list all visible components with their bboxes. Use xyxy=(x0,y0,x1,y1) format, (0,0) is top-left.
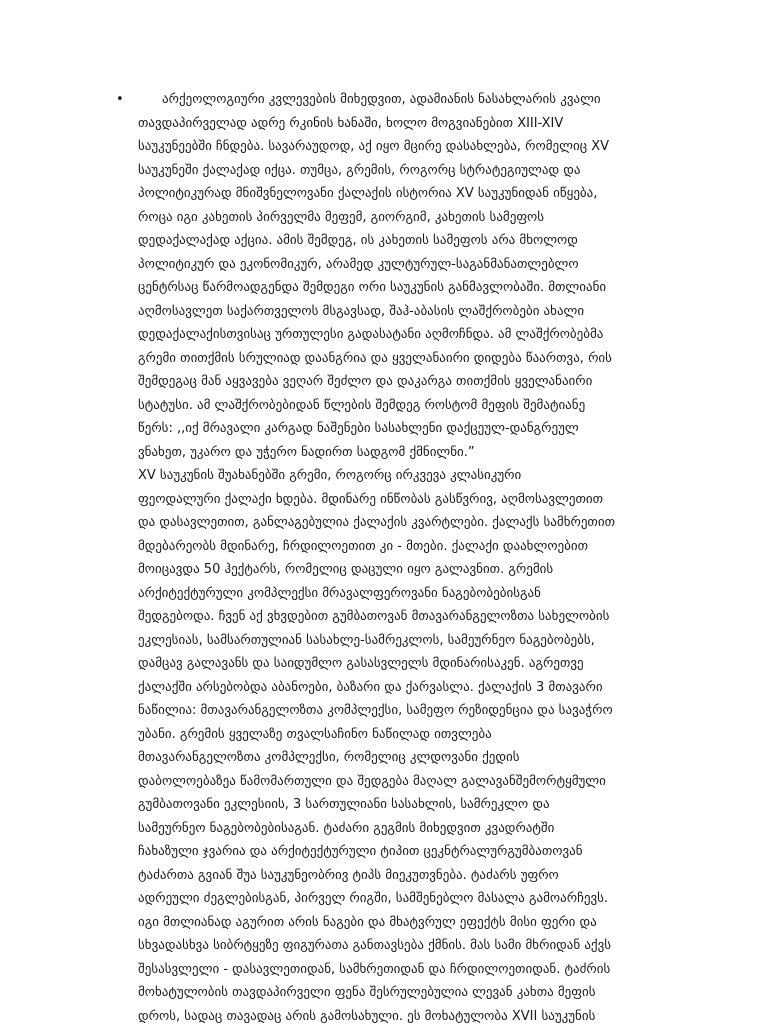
text-line: ჩახაზული ჯვარია და არქიტექტურული ტიპით ცეკნტრალურგუმბათოვან xyxy=(138,844,583,859)
text-line: როცა იგი კახეთის პირველმა მეფემ, გიორგიმ, კახეთის სამეფოს xyxy=(138,209,545,225)
text-line: სამეურნეო ნაგებობებისაგან. ტაძარი გეგმის მიხედვით კვადრატში xyxy=(138,820,555,836)
text-line: მოხატულობის თავდაპირველი ფენა შესრულებულია ლევან კახთა მეფის xyxy=(138,985,596,1000)
text-line: აღმოსავლეთ საქართველოს მსგავსად, შაჰ-აბასის ლაშქრობები ახალი xyxy=(138,303,585,319)
text-line: საუკუნეებში ჩნდება. სავარაუდოდ, აქ იყო მცირე დასახლება, რომელიც XV xyxy=(138,139,610,154)
text-line: შესასვლელი - დასავლეთიდან, სამხრეთიდან და ჩრდილოეთიდან. ტაძრის xyxy=(138,961,611,977)
text-line: მოიცავდა 50 ჰექტარს, რომელიც დაცული იყო გალავნით. გრემის xyxy=(138,562,554,577)
text-line: ვნახეთ, უკარო და უჭერო ნადირთ სადგომ ქმნილნი.” xyxy=(138,444,475,460)
text-line: გრემი თითქმის სრულიად დაანგრია და ყველანაირი დიდება წაართვა, რის xyxy=(138,350,612,366)
text-line: სტატუსი. ამ ლაშქრობებიდან წლების შემდეგ როსტომ მეფის შემატიანე xyxy=(138,397,586,413)
text-line: ცენტრსაც წარმოადგენდა შემდეგი ორი საუკუნის განმავლობაში. მთლიანი xyxy=(138,280,607,295)
text-line: დედაქალაქად აქცია. ამის შემდეგ, ის კახეთის სამეფოს არა მხოლოდ xyxy=(138,233,578,248)
text-line: დაბოლოებაზეა წამომართული და შედგება მაღალ გალავანშემორტყმული xyxy=(138,773,606,789)
text-line: ქალაქში არსებობდა აბანოები, ბაზარი და ქარვასლა. ქალაქის 3 მთავარი xyxy=(138,679,603,695)
text-line: გუმბათოვანი ეკლესიის, 3 სართულიანი სასახლის, სამრეკლო და xyxy=(138,797,550,812)
text-line: ეკლესიას, სამსართულიან სასახლე-სამრეკლოს, სამეურნეო ნაგებობებს, xyxy=(138,632,595,648)
text-line: ნაწილია: მთავარანგელოზთა კომპლექსი, სამეფო რეზიდენცია და სავაჭრო xyxy=(138,703,613,718)
text-line: სხვადასხვა სიბრტყეზე ფიგურათა განთავსება ქმნის. მას სამი მხრიდან აქვს xyxy=(138,938,612,953)
text-line: წერს: ,,იქ მრავალი კარგად ნაშენები სასახლენი დაქცეულ-დანგრეულ xyxy=(138,421,579,436)
text-line: საუკუნეში ქალაქად იქცა. თუმცა, გრემის, როგორც სტრატეგიულად და xyxy=(138,162,581,178)
text-line: ადრეული ძეგლებისგან, პირველ რიგში, სამშენებლო მასალა გამოარჩევს. xyxy=(138,891,609,906)
text-line: ფეოდალური ქალაქი ხდება. მდინარე ინწობას გასწვრივ, აღმოსავლეთით xyxy=(138,491,604,507)
text-line: არქიტექტურული კომპლექსი მრავალფეროვანი ნაგებობებისგან xyxy=(138,585,541,601)
paragraph-text xyxy=(138,88,668,1024)
text-line: შემდეგაც მან აყვავება ვეღარ შეძლო და დაკარგა თითქმის ყველანაირი xyxy=(138,374,593,389)
text-line: თავდაპირველად ადრე რკინის ხანაში, ხოლო მოგვიანებით XIII-XIV xyxy=(138,115,564,131)
text-line: იგი მთლიანად აგურით არის ნაგები და მხატვრულ ეფექტს მისი ფერი და xyxy=(138,914,597,930)
text-line: და დასავლეთით, განლაგებულია ქალაქის კვარტლები. ქალაქს სამხრეთით xyxy=(138,515,615,530)
list-bullet: • xyxy=(116,92,124,107)
text-line: შედგებოდა. ჩვენ აქ ვხვდებით გუმბათოვან მთავარანგელოზთა სახელობის xyxy=(138,609,610,624)
text-line: არქეოლოგიური კვლევების მიხედვით, ადამიანის ნასახლარის კვალი xyxy=(162,92,601,107)
text-line: დროს, სადაც თავადაც არის გამოსახული. ეს მოხატულობა XVII საუკუნის xyxy=(138,1008,596,1024)
text-line: დედაქალაქისთვისაც ურთულესი გადასატანი აღმოჩნდა. ამ ლაშქრობებმა xyxy=(138,327,604,342)
text-line: დამცავ გალავანს და საიდუმლო გასასვლელს მდინარისაკენ. აგრეთვე xyxy=(138,656,584,671)
text-line: უბანი. გრემის ყველაზე თვალსაჩინო ნაწილად ითვლება xyxy=(138,726,492,742)
text-line: მდებარეობს მდინარე, ჩრდილოეთით კი - მთები. ქალაქი დაახლოებით xyxy=(138,538,589,554)
text-line: პოლიტიკურად მნიშვნელოვანი ქალაქის ისტორია XV საუკუნიდან იწყება, xyxy=(138,186,598,201)
text-line: მთავარანგელოზთა კომპლექსი, რომელიც კლდოვანი ქედის xyxy=(138,750,520,765)
text-line: პოლიტიკურ და ეკონომიკურ, არამედ კულტურულ-საგანმანათლებლო xyxy=(138,256,579,272)
text-line: ტაძართა გვიან შუა საუკუნეობრივ ტიპს მიეკუთვნება. ტაძარს უფრო xyxy=(138,867,559,883)
text-line: XV საუკუნის შუახანებში გრემი, როგორც ირკვევა კლასიკური xyxy=(138,468,522,483)
